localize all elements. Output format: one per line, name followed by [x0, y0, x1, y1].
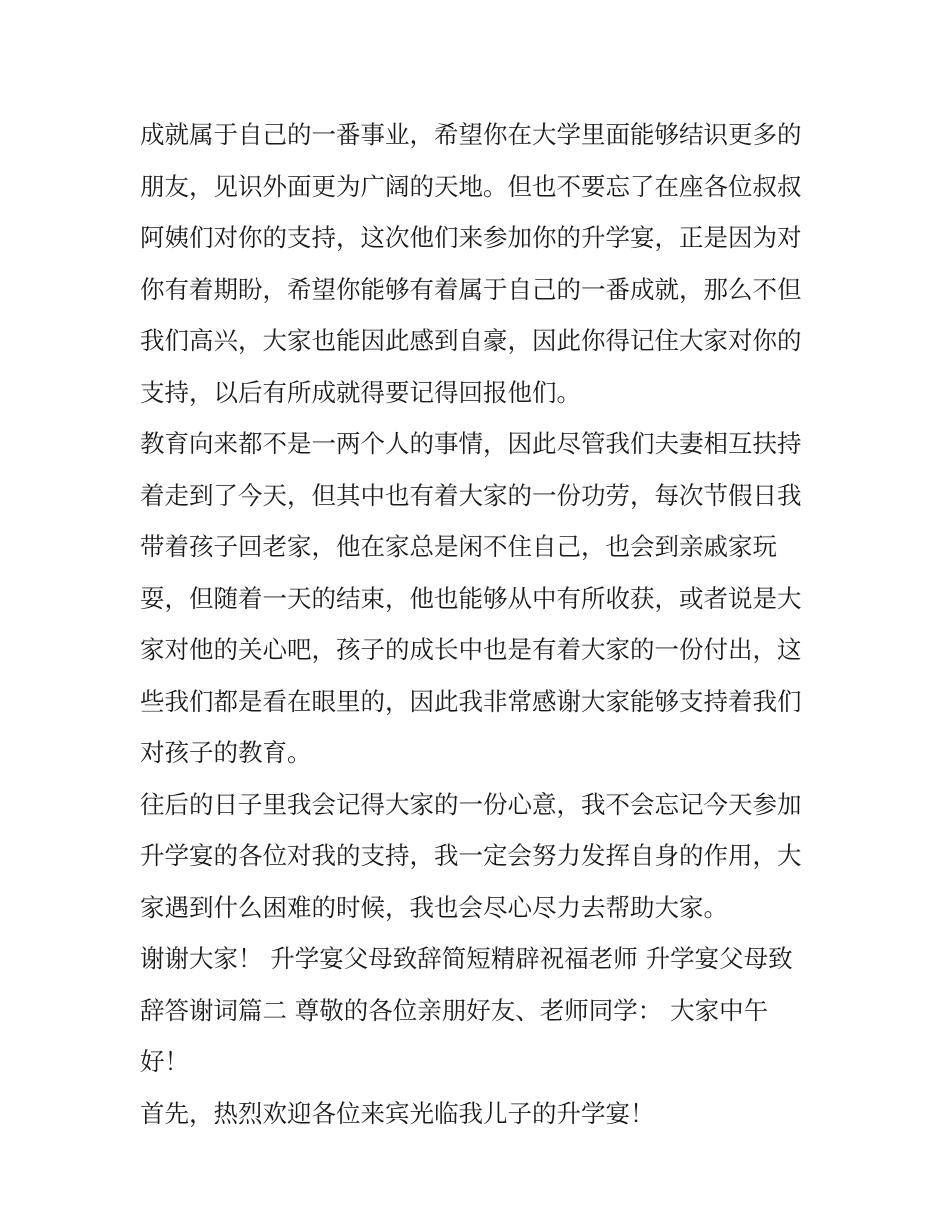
text-line: 我们高兴，大家也能因此感到自豪，因此你得记住大家对你的 [140, 326, 802, 355]
text-line: 家遇到什么困难的时候，我也会尽心尽力去帮助大家。 [140, 892, 728, 922]
text-line: 首先，热烈欢迎各位来宾光临我儿子的升学宴！ [140, 1098, 655, 1128]
text-line: 辞答谢词篇二 尊敬的各位亲朋好友、老师同学： 大家中午 [140, 995, 769, 1025]
text-line: 着走到了今天，但其中也有着大家的一份功劳，每次节假日我 [140, 480, 802, 510]
body-text [140, 109, 820, 1139]
text-line: 成就属于自己的一番事业，希望你在大学里面能够结识更多的 [140, 120, 802, 149]
text-line: 谢谢大家！ 升学宴父母致辞简短精辟祝福老师 升学宴父母致 [140, 944, 793, 973]
text-line: 对孩子的教育。 [140, 738, 312, 767]
text-line: 些我们都是看在眼里的，因此我非常感谢大家能够支持着我们 [140, 686, 802, 716]
text-line: 往后的日子里我会记得大家的一份心意，我不会忘记今天参加 [140, 789, 802, 819]
text-line: 朋友，见识外面更为广阔的天地。但也不要忘了在座各位叔叔 [140, 171, 802, 201]
text-line: 支持，以后有所成就得要记得回报他们。 [140, 377, 581, 407]
text-line: 升学宴的各位对我的支持，我一定会努力发挥自身的作用，大 [140, 841, 802, 870]
text-line: 你有着期盼，希望你能够有着属于自己的一番成就，那么不但 [140, 274, 802, 304]
text-line: 带着孩子回老家，他在家总是闲不住自己，也会到亲戚家玩 [140, 532, 777, 561]
text-line: 耍，但随着一天的结束，他也能够从中有所收获，或者说是大 [140, 583, 802, 613]
text-line: 阿姨们对你的支持，这次他们来参加你的升学宴，正是因为对 [140, 223, 802, 252]
text-line: 家对他的关心吧，孩子的成长中也是有着大家的一份付出，这 [140, 635, 802, 664]
text-line: 教育向来都不是一两个人的事情，因此尽管我们夫妻相互扶持 [140, 429, 802, 458]
text-line: 好！ [140, 1047, 189, 1076]
